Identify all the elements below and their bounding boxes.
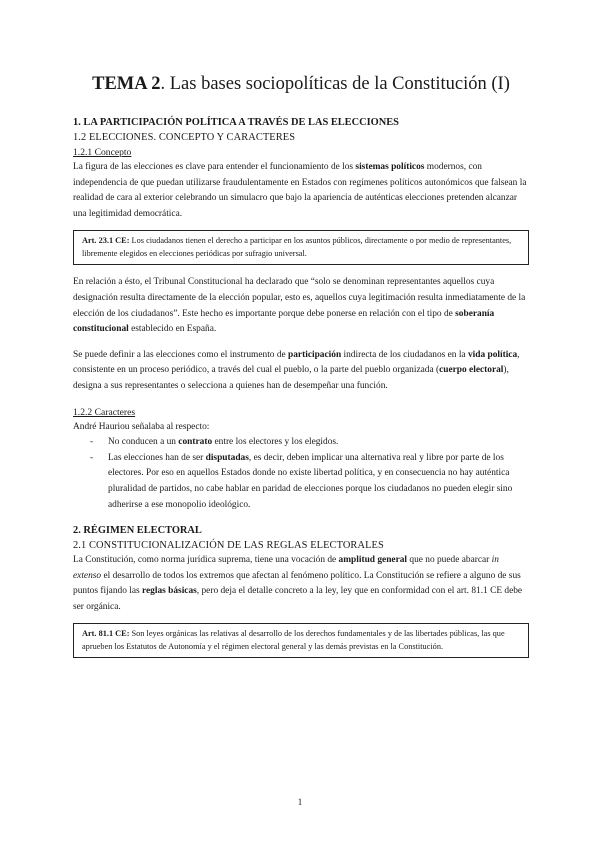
- constitution-paragraph: La Constitución, como norma jurídica suprema, tiene una vocación de amplitud general que no puede abarcar in extenso el desarrollo de todos los extremos que afectan al fenómeno político. La Constitución se refiere a alguno de sus puntos fijando las reglas básicas, pero deja el detalle concreto a la ley, ley que en conformidad con el art. 81.1 CE debe ser orgánica.: [73, 555, 523, 612]
- article-81-box: Art. 81.1 CE: Son leyes orgánicas las relativas al desarrollo de los derechos fundamentales y de las libertades públicas, las que aprueben los Estatutos de Autonomía y el régimen electoral general y las demás previstas en la Constitución.: [73, 623, 529, 658]
- tc-paragraph: En relación a ésto, el Tribunal Constitucional ha declarado que “solo se denominan representantes aquellos cuya designación resulta directamente de la elección popular, esto es, aquellos cuya legitimación resulta inmediatamente de la elección de los ciudadanos”. Este hecho es importante porque debe ponerse en relación con el tipo de soberanía constitucional establecido en España.: [73, 277, 526, 335]
- elections-definition-paragraph: Se puede definir a las elecciones como el instrumento de participación indirecta de los ciudadanos en la vida política, consistente en un proceso periódico, a través del cual el pueblo, o la parte del pueblo organizada (cuerpo electoral), designa a sus representantes o selecciona a quienes han de desempeñar una función.: [73, 349, 520, 391]
- document-page: [73, 74, 529, 668]
- concept-paragraph: La figura de las elecciones es clave para entender el funcionamiento de los sistemas políticos modernos, con independencia de que puedan utilizarse fraudulentamente en Estados con regímenes políticos autonómicos que falsean la realidad de cara al exterior celebrando un simulacro que bajo la apariencia de auténticas elecciones pretenden alcanzar una legitimidad democrática.: [73, 162, 527, 219]
- section-1-heading: 1. LA PARTICIPACIÓN POLÍTICA A TRAVÉS DE LAS ELECCIONES: [73, 117, 399, 128]
- list-item: - No conducen a un contrato entre los electores y los elegidos.: [90, 437, 339, 448]
- section-1-2-heading: 1.2 ELECCIONES. CONCEPTO Y CARACTERES: [73, 132, 296, 143]
- article-23-box: Art. 23.1 CE: Los ciudadanos tienen el derecho a participar en los asuntos públicos, directamente o por medio de representantes, libremente elegidos en elecciones periódicas por sufragio universal.: [73, 230, 529, 265]
- section-2-1-heading: 2.1 CONSTITUCIONALIZACIÓN DE LAS REGLAS ELECTORALES: [73, 540, 384, 552]
- list-item: - Las elecciones han de ser disputadas, es decir, deben implicar una alternativa real y libre por parte de los electores. Por eso en aquellos Estados donde no existe libertad política, y en consecuencia no hay auténtica pluralidad de partidos, no cabe hablar en paridad de elecciones porque los ciudadanos no pueden elegir sino adherirse a ese monopolio ideológico.: [90, 452, 513, 510]
- section-2-heading: 2. RÉGIMEN ELECTORAL: [73, 525, 202, 537]
- characters-list: [73, 435, 529, 513]
- page-number: 1: [297, 797, 303, 807]
- concept-subheading: 1.2.1 Concepto: [73, 147, 132, 158]
- page-title: TEMA 2. Las bases sociopolíticas de la Constitución (I): [92, 74, 510, 94]
- characters-intro: André Hauriou señalaba al respecto:: [73, 421, 210, 432]
- characters-subheading: 1.2.2 Caracteres: [73, 406, 136, 418]
